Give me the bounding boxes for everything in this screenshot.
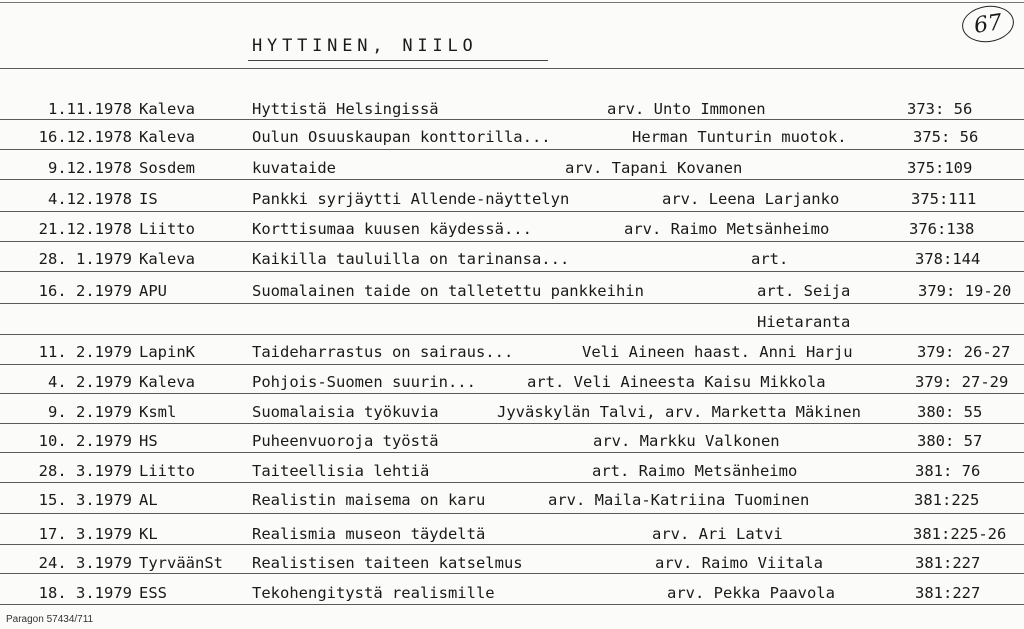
card-number-circled: 67 [960,3,1017,46]
card-title: HYTTINEN, NIILO [252,36,478,56]
footer-print: Paragon 57434/711 [6,614,94,625]
ruled-line [0,211,1024,212]
entry-date: 17. 3.1979 [38,525,132,543]
entry-author: Veli Aineen haast. Anni Harju [582,343,853,361]
ruled-line [0,604,1024,605]
entry-author: arv. Pekka Paavola [667,584,835,602]
entry-source: Sosdem [139,159,195,177]
entry-title: Tekohengitystä realismille [252,584,495,602]
entry-row [0,554,1024,574]
ruled-line [0,513,1024,514]
entry-date: 9.12.1978 [48,159,132,177]
entry-title: Suomalainen taide on talletettu pankkeihin [252,282,644,300]
entry-reference: 375:109 [907,159,973,177]
entry-source: TyrväänSt [139,554,223,572]
entry-date: 18. 3.1979 [38,584,132,602]
ruled-line [0,303,1024,304]
entry-author-continuation: Hietaranta [757,313,851,331]
entry-title: Kaikilla tauluilla on tarinansa... [252,250,570,268]
entry-author: art. Seija [757,282,851,300]
entry-source: Ksml [139,403,177,421]
entry-author: arv. Leena Larjanko [662,190,840,208]
entry-row [0,190,1024,210]
entry-author: art. Raimo Metsänheimo [592,462,798,480]
entry-row [0,491,1024,511]
title-underline [248,60,548,61]
entry-date: 4. 2.1979 [48,373,132,391]
entry-source: ESS [139,584,167,602]
entry-date: 10. 2.1979 [38,432,132,450]
entry-author: arv. Maila-Katriina Tuominen [548,491,810,509]
entry-reference: 381:225-26 [913,525,1007,543]
entry-row [0,220,1024,240]
entry-date: 4.12.1978 [48,190,132,208]
entry-title: Puheenvuoroja työstä [252,432,439,450]
entry-author: arv. Markku Valkonen [593,432,780,450]
entry-source: APU [139,282,167,300]
entry-date: 28. 1.1979 [38,250,132,268]
entry-date: 28. 3.1979 [38,462,132,480]
entry-date: 15. 3.1979 [38,491,132,509]
entry-source: Liitto [139,462,195,480]
entry-source: HS [139,432,158,450]
entry-row [0,343,1024,363]
entry-title: Hyttistä Helsingissä [252,100,439,118]
entry-row [0,432,1024,452]
ruled-line [0,393,1024,394]
entry-source: Kaleva [139,128,195,146]
entry-row [0,128,1024,148]
entry-reference: 381: 76 [915,462,981,480]
entry-date: 16.12.1978 [38,128,132,146]
entry-reference: 378:144 [915,250,981,268]
ruled-line [0,149,1024,150]
entry-reference: 381:227 [915,554,981,572]
ruled-line [0,423,1024,424]
entry-author: art. [751,250,789,268]
entry-author: arv. Raimo Metsänheimo [624,220,830,238]
ruled-line [0,68,1024,69]
entry-source: Kaleva [139,373,195,391]
entry-reference: 375: 56 [913,128,979,146]
entry-title: Taiteellisia lehtiä [252,462,430,480]
entry-title: Korttisumaa kuusen käydessä... [252,220,532,238]
entry-source: AL [139,491,158,509]
entry-date: 21.12.1978 [38,220,132,238]
ruled-line [0,452,1024,453]
entry-reference: 381:225 [914,491,980,509]
entry-title: Realistin maisema on karu [252,491,486,509]
entry-author: Jyväskylän Talvi, arv. Marketta Mäkinen [497,403,861,421]
entry-row [0,525,1024,545]
entry-reference: 379: 27-29 [915,373,1009,391]
top-edge-line [0,2,1024,3]
entry-title: Pankki syrjäytti Allende-näyttelyn [252,190,570,208]
entry-row [0,159,1024,179]
entry-author: arv. Raimo Viitala [655,554,823,572]
entry-source: Kaleva [139,100,195,118]
entry-source: Liitto [139,220,195,238]
entry-row [0,462,1024,482]
ruled-line [0,241,1024,242]
entry-date: 11. 2.1979 [38,343,132,361]
entry-row [0,100,1024,120]
entry-reference: 381:227 [915,584,981,602]
entry-author: arv. Ari Latvi [652,525,783,543]
entry-author: arv. Tapani Kovanen [565,159,743,177]
ruled-line [0,334,1024,335]
entry-author: art. Veli Aineesta Kaisu Mikkola [527,373,826,391]
entry-reference: 379: 19-20 [918,282,1012,300]
entry-reference: 373: 56 [907,100,973,118]
entry-title: Suomalaisia työkuvia [252,403,439,421]
entry-source: IS [139,190,158,208]
entry-date: 24. 3.1979 [38,554,132,572]
entry-reference: 380: 55 [917,403,983,421]
entry-date: 1.11.1978 [48,100,132,118]
entry-source: KL [139,525,158,543]
entry-row [0,584,1024,604]
ruled-line [0,364,1024,365]
entry-row [0,282,1024,302]
entry-title: kuvataide [252,159,336,177]
entry-title: Pohjois-Suomen suurin... [252,373,476,391]
entry-reference: 379: 26-27 [917,343,1011,361]
entry-title: Realismia museon täydeltä [252,525,486,543]
entry-author: arv. Unto Immonen [607,100,766,118]
ruled-line [0,482,1024,483]
entry-reference: 375:111 [911,190,977,208]
entry-reference: 376:138 [909,220,975,238]
entry-author: Herman Tunturin muotok. [632,128,847,146]
ruled-line [0,271,1024,272]
entry-title: Oulun Osuuskaupan konttorilla... [252,128,551,146]
entry-date: 9. 2.1979 [48,403,132,421]
ruled-line [0,179,1024,180]
entry-row [0,250,1024,270]
entry-date: 16. 2.1979 [38,282,132,300]
entry-row [0,373,1024,393]
entry-title: Realistisen taiteen katselmus [252,554,523,572]
entry-title: Taideharrastus on sairaus... [252,343,514,361]
entry-source: Kaleva [139,250,195,268]
entry-row [0,403,1024,423]
entry-source: LapinK [139,343,195,361]
entry-reference: 380: 57 [917,432,983,450]
